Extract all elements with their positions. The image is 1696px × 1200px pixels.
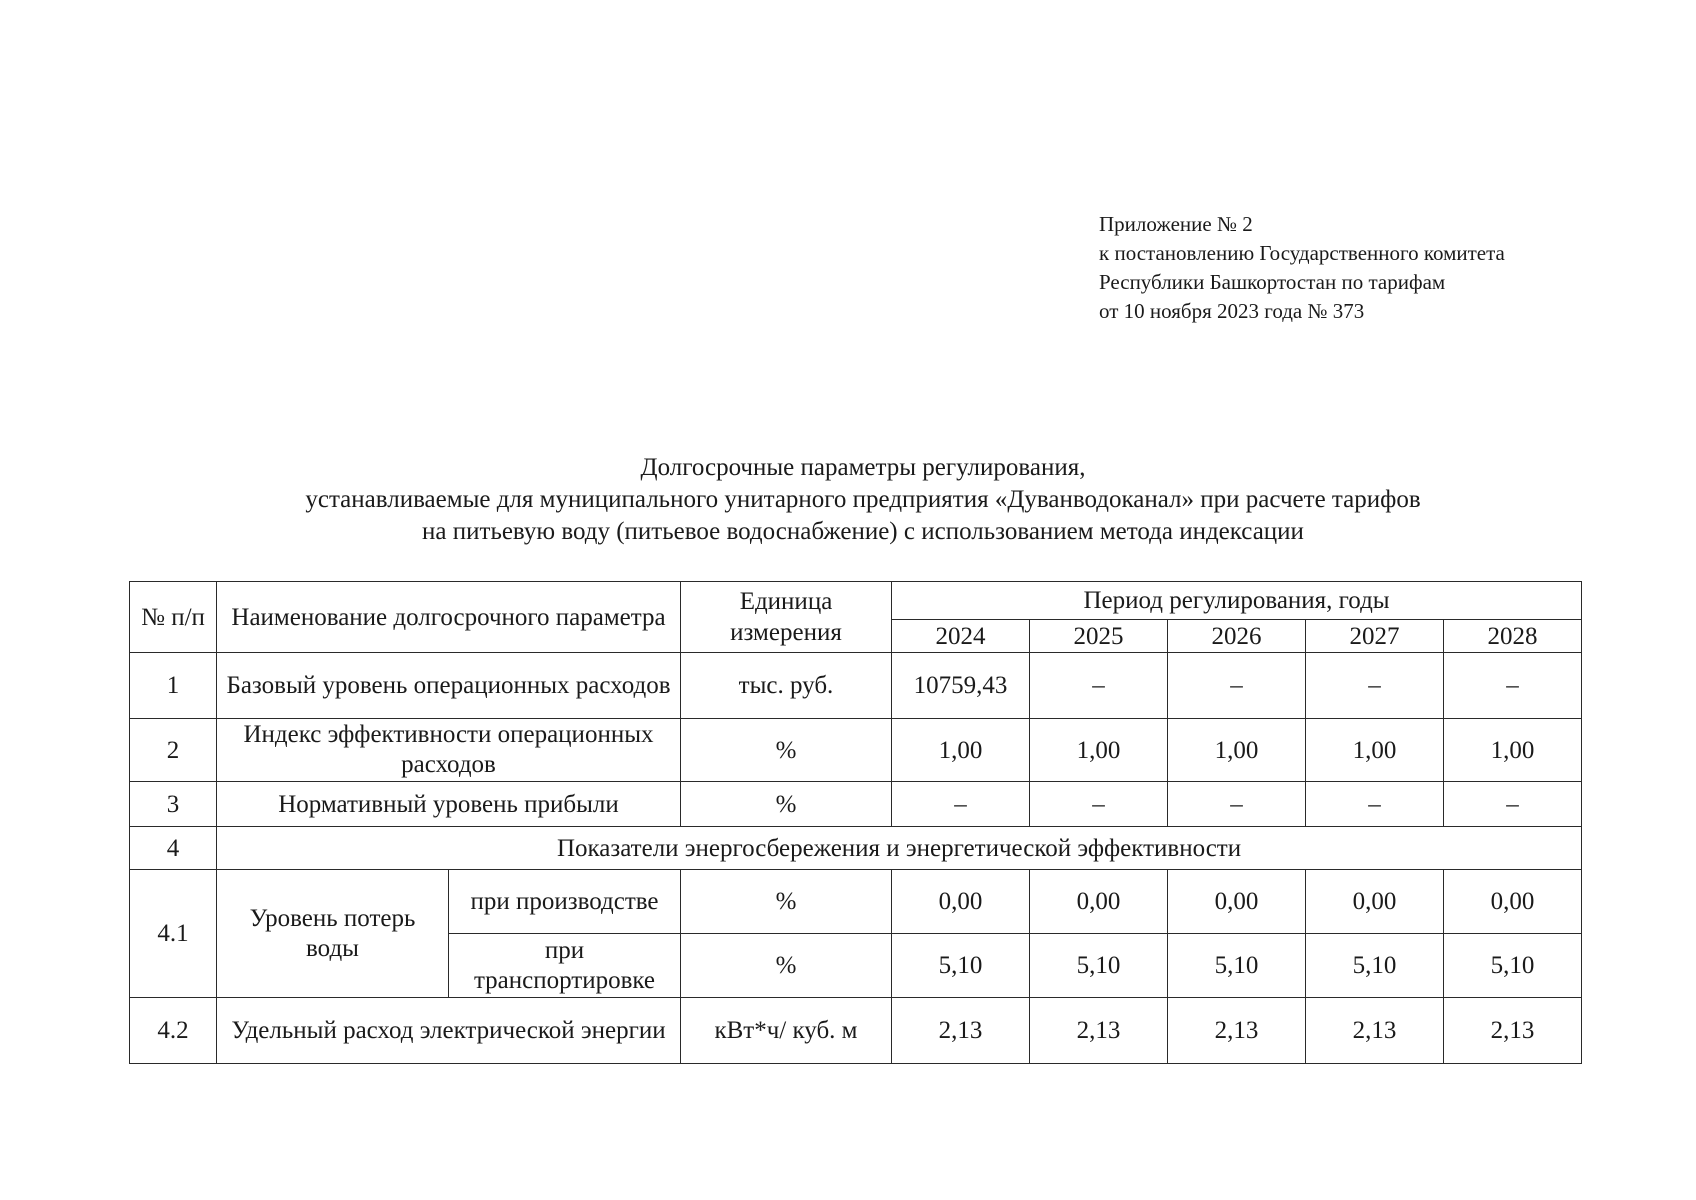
row-unit: % — [681, 870, 892, 934]
row-value: 0,00 — [1444, 870, 1582, 934]
table-row — [130, 998, 1582, 1064]
appendix-line-2: к постановлению Государственного комитета — [1099, 241, 1505, 265]
row-name: Удельный расход электрической энергии — [217, 998, 681, 1064]
appendix-block — [1099, 210, 1505, 326]
table-header-row — [130, 582, 1582, 620]
row-name: Индекс эффективности операционных расходов — [217, 719, 681, 782]
row-value: 5,10 — [1444, 934, 1582, 998]
row-value: 5,10 — [1306, 934, 1444, 998]
header-period: Период регулирования, годы — [892, 582, 1582, 620]
table-row — [130, 719, 1582, 782]
row-value: 2,13 — [1168, 998, 1306, 1064]
header-name: Наименование долгосрочного параметра — [217, 582, 681, 653]
row-value: 5,10 — [1030, 934, 1168, 998]
header-unit: Единица измерения — [681, 582, 892, 653]
row-num: 2 — [130, 719, 217, 782]
appendix-line-3: Республики Башкортостан по тарифам — [1099, 270, 1446, 294]
row-subname: при производстве — [449, 870, 681, 934]
row-value: – — [1168, 782, 1306, 827]
row-unit: % — [681, 934, 892, 998]
row-value: 0,00 — [892, 870, 1030, 934]
header-year: 2026 — [1168, 620, 1306, 653]
row-subname: при транспортировке — [449, 934, 681, 998]
title-line-3: на питьевую воду (питьевое водоснабжение) с использованием метода индексации — [422, 518, 1304, 545]
row-value: 2,13 — [892, 998, 1030, 1064]
table-row — [130, 870, 1582, 934]
title-line-2: устанавливаемые для муниципального унитарного предприятия «Дуванводоканал» при расчете тарифов — [305, 486, 1421, 513]
row-value: 5,10 — [892, 934, 1030, 998]
row-num: 4 — [130, 827, 217, 870]
row-value: – — [1444, 782, 1582, 827]
row-name: Уровень потерь воды — [217, 870, 449, 998]
header-year: 2028 — [1444, 620, 1582, 653]
row-num: 4.1 — [130, 870, 217, 998]
appendix-line-4: от 10 ноября 2023 года № 373 — [1099, 299, 1365, 323]
row-section-name: Показатели энергосбережения и энергетической эффективности — [217, 827, 1582, 870]
header-num: № п/п — [130, 582, 217, 653]
row-value: 1,00 — [1030, 719, 1168, 782]
row-value: 2,13 — [1444, 998, 1582, 1064]
row-unit: кВт*ч/ куб. м — [681, 998, 892, 1064]
appendix-line-1: Приложение № 2 — [1099, 212, 1253, 236]
row-value: – — [892, 782, 1030, 827]
row-num: 1 — [130, 653, 217, 719]
header-year: 2025 — [1030, 620, 1168, 653]
row-num: 3 — [130, 782, 217, 827]
title-line-1: Долгосрочные параметры регулирования, — [640, 454, 1086, 481]
row-value: – — [1168, 653, 1306, 719]
parameters-table — [129, 581, 1582, 1064]
row-name: Базовый уровень операционных расходов — [217, 653, 681, 719]
row-value: – — [1444, 653, 1582, 719]
row-unit: тыс. руб. — [681, 653, 892, 719]
row-value: – — [1306, 782, 1444, 827]
row-value: 0,00 — [1030, 870, 1168, 934]
table-row — [130, 782, 1582, 827]
table-row — [130, 653, 1582, 719]
table-row — [130, 827, 1582, 870]
header-year: 2027 — [1306, 620, 1444, 653]
row-value: 1,00 — [892, 719, 1030, 782]
row-value: 1,00 — [1168, 719, 1306, 782]
row-value: 5,10 — [1168, 934, 1306, 998]
row-name: Нормативный уровень прибыли — [217, 782, 681, 827]
row-value: 2,13 — [1306, 998, 1444, 1064]
row-value: 0,00 — [1168, 870, 1306, 934]
row-value: – — [1030, 782, 1168, 827]
row-value: 1,00 — [1306, 719, 1444, 782]
row-unit: % — [681, 782, 892, 827]
row-num: 4.2 — [130, 998, 217, 1064]
row-value: 1,00 — [1444, 719, 1582, 782]
row-value: 2,13 — [1030, 998, 1168, 1064]
document-title — [0, 452, 1696, 548]
row-unit: % — [681, 719, 892, 782]
header-year: 2024 — [892, 620, 1030, 653]
row-value: 0,00 — [1306, 870, 1444, 934]
row-value: – — [1306, 653, 1444, 719]
row-value: 10759,43 — [892, 653, 1030, 719]
row-value: – — [1030, 653, 1168, 719]
